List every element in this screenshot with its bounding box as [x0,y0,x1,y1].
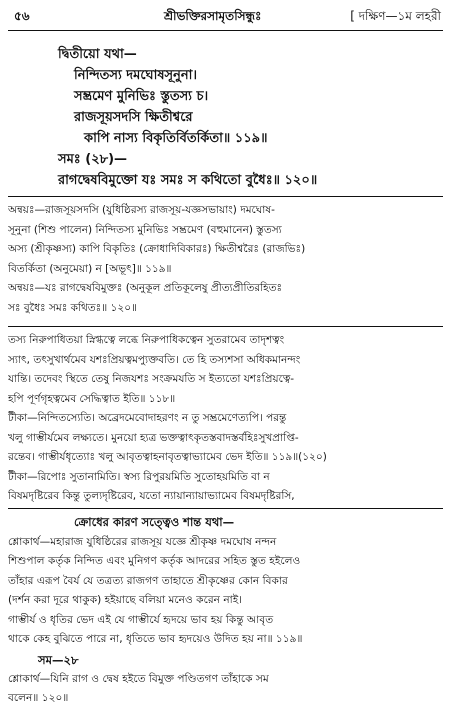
sama-heading: সম—২৮ [38,653,79,667]
sama-label: সমঃ (২৮)— [58,152,128,167]
verse-line: নিন্দিতস্য দমঘোষসূনুনা। [74,68,198,83]
tika-block [8,331,443,507]
translation-line: গাম্ভীর্য ও ধৃতির ভেদ এই যে গাম্ভীর্যে হৃদয়ে ভাব হয় কিন্তু আবৃত [8,613,274,626]
sama-line: রাগদ্বেষবিমুক্তো যঃ সমঃ স কথিতো বুধৈঃ॥ ১২০॥ [58,173,318,188]
section-label: [ দক্ষিণ—১ম লহরী [350,9,441,23]
anvaya-line: অস্য (শ্রীকৃষ্ণস্য) কাপি বিকৃতিঃ (ক্রোধাদিবিকারঃ) ক্ষিতীশ্বরৈঃ (রাজভিঃ) [8,243,306,255]
page-number: ৫৬ [14,9,30,23]
anvaya-line: অন্বয়ঃ—যঃ রাগদ্বেষবিমুক্তঃ (অনুকূল প্রতিকূলেষু প্রীত্যপ্রীতিরহিতঃ [8,282,283,294]
anvaya-line: অন্বয়ঃ—রাজসূয়সদসি (যুধিষ্ঠিরস্য রাজসূয়-যজ্ঞসভায়াং) দমঘোষ- [8,204,275,216]
anvaya-line: সঃ বুধৈঃ সমঃ কথিতঃ॥ ১২০॥ [8,301,137,314]
translation-line: শ্লোকার্থ—যিনি রাগ ও দ্বেষ হইতে বিমুক্ত পণ্ডিতগণ তাঁহাকে সম [8,673,269,685]
tika-line: হপি পূর্ণগৃহত্বমেব সেদ্ধিত্বাত ইতি॥ ১১৮॥ [8,392,176,405]
tika-line: তস্য নিরুপাধিতয়া স্নিগ্ধত্বে লব্ধে নিরুপাধিকত্বেন সুতরামেব তাদৃশত্বং [8,334,285,346]
verse-line: রাজসূয়সদসি ক্ষিতীশ্বরে [74,110,193,125]
translation-line: থাকে কেহ বুঝিতে পারে না, ধৃতিতে ভাব হৃদয়েও উদিত হয় না॥ ১১৯॥ [8,633,303,646]
anvaya-line: বিতর্কিতা (অনুমেয়া) ন [অভূৎ]॥ ১১৯॥ [8,262,172,275]
tika-line: যান্তি। তদেবং স্থিতে তেষু নিজযশঃ সংক্রমযতি স ইত্যতো যশঃপ্রিয়ত্বে- [8,373,295,385]
translation-line: তাঁহার এরূপ বৈর্য যে তত্রত্য রাজগণ তাহাতে শ্রীকৃষ্ণের কোন বিকার [8,574,288,587]
anvaya-line: সূনুনা (শিশু পালেন) নিন্দিতস্য মুনিভিঃ সম্ভ্রমেণ (বহুমানেন) স্তুতস্য [8,223,282,236]
tika-line: টীকা—রিপোঃ সুতানামিতি। স্বস্য রিপুরয়মিতি সুতোহয়মিতি বা ন [8,470,270,483]
section-rule [8,508,443,509]
anvaya-block [8,201,443,318]
verse-line: সম্ভ্রমেণ মুনিভিঃ স্তুতস্য চ। [74,89,209,104]
translation-line: শিশুপাল কর্তৃক নিন্দিত এবং মুনিগণ কর্তৃক আদরের সহিত স্তুত হইলেও [8,555,301,568]
verse-line: কাপি নাস্য বিকৃতির্বিতর্কিতা॥ ১১৯॥ [84,131,268,146]
bengali-last [8,670,443,709]
page-header [14,6,441,28]
tika-line: খলু গাম্ভীর্যমেব লক্ষ্যতে। মুনয়ো হ্যত্র ভক্তত্বাৎকৃতস্তবাদস্তর্বহিঃসুখপ্রাপ্তি- [8,431,299,444]
translation-line: বলেন॥ ১২০॥ [8,692,69,705]
tika-line: রন্তেব। গাম্ভীর্যধৃত্যোঃ খলু আবৃতত্বাহনাবৃতত্বাভ্যামেব ভেদ ইতি॥ ১১৯॥(১২০) [8,451,327,463]
translation-line: শ্লোকার্থ—মহারাজ যুধিষ্ঠিরের রাজসূয় যজ্ঞে শ্রীকৃষ্ণ দমঘোষ নন্দন [8,536,277,548]
bengali-translation [8,533,443,649]
tika-line: স্যাৎ, তৎসুখার্থমেব যশঃপ্রিয়ত্বমপ্যুক্তবতি। তে হি তস্যশসা অধিকমানন্দং [8,353,301,366]
verse-label: দ্বিতীয়ো যথা— [58,47,137,62]
header-rule [8,30,443,31]
bengali-subheading: ক্রোধের কারণ সত্ত্বেও শান্ত যথা— [74,515,235,529]
tika-line: বিষমদৃষ্টিরেব কিন্তু তুল্যদৃষ্টিরেব, যতো ন্যায়ান্যায়াভ্যামেব বিষমদৃষ্টিরসি, [8,490,295,502]
translation-line: (দর্শন করা দূরে থাকুক) হইয়াছে বলিয়া মনেও করেন নাই। [8,594,243,607]
tika-line: টীকা—নিন্দিতস্যেতি। অব্রেদমেবোদাহরণং ন তু সম্ভ্রমেণেত্যপি। পরন্তু [8,412,287,424]
section-rule [8,196,443,197]
section-rule [8,326,443,327]
book-title: শ্রীভক্তিরসামৃতসিন্ধুঃ [164,9,262,23]
